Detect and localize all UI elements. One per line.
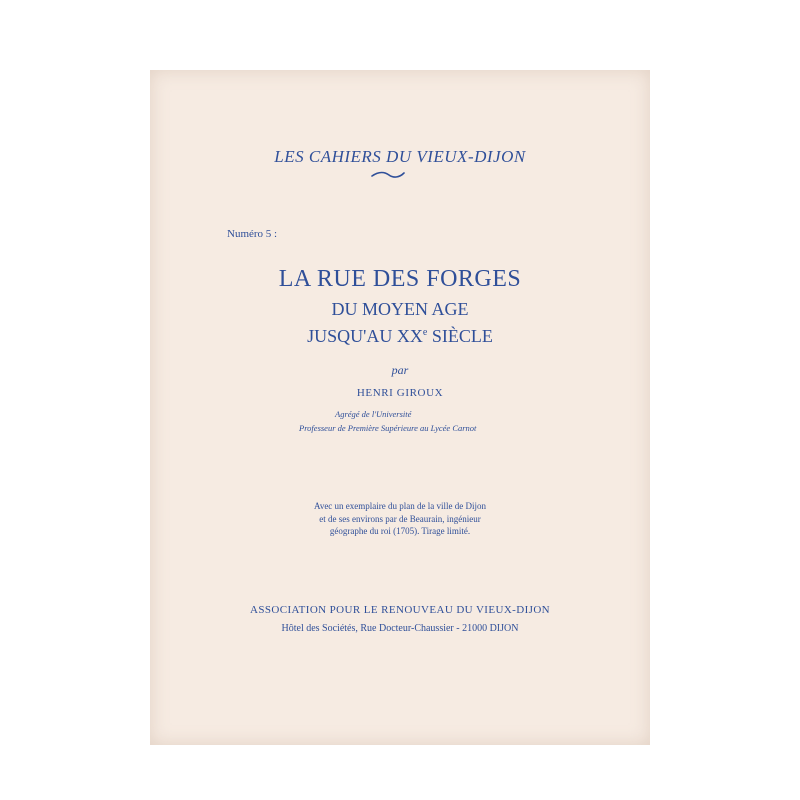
issue-number: Numéro 5 : (227, 228, 278, 240)
author-credential-2: Professeur de Première Supérieure au Lycée Carnot (299, 423, 477, 433)
publisher-address: Hôtel des Sociétés, Rue Docteur-Chaussier - 21000 DIJON (281, 623, 519, 634)
tilde-ornament (371, 170, 405, 180)
subtitle-line-2-superscript: e (422, 327, 428, 338)
subtitle-line-2-end: SIÈCLE (427, 326, 493, 346)
subtitle-line-1: DU MOYEN AGE (331, 299, 469, 319)
by-label: par (391, 363, 409, 377)
edition-note-line: Avec un exemplaire du plan de la ville de Dijon (313, 501, 487, 511)
author-name: HENRI GIROUX (356, 387, 444, 399)
series-title: LES CAHIERS DU VIEUX-DIJON (274, 147, 526, 166)
edition-note-line: et de ses environs par de Beaurain, ingénieur (319, 513, 481, 524)
edition-note (150, 500, 650, 538)
publisher-name: ASSOCIATION POUR LE RENOUVEAU DU VIEUX-DIJON (249, 604, 551, 616)
main-title: LA RUE DES FORGES (278, 266, 522, 292)
author-credential-1: Agrégé de l'Université (335, 409, 412, 419)
subtitle-line-2-main: JUSQU'AU XX (307, 326, 423, 346)
book-cover (150, 70, 650, 745)
edition-note-line: géographe du roi (1705). Tirage limité. (329, 526, 471, 536)
subtitle-line-2 (150, 326, 650, 347)
